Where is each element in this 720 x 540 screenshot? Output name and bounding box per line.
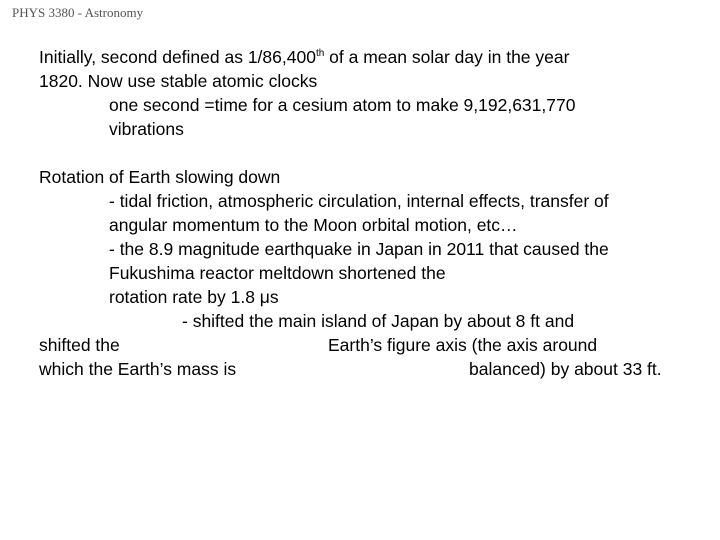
text-line-earthquake: - the 8.9 magnitude earthquake in Japan in 2011 that caused the: [109, 239, 609, 259]
text-span: of a mean solar day in the year: [324, 47, 570, 67]
text-line-earth-mass: which the Earth’s mass is: [39, 359, 237, 379]
superscript-th: th: [315, 48, 325, 59]
text-span: Initially, second defined as 1/86,400: [39, 47, 316, 67]
text-line-balanced: balanced) by about 33 ft.: [469, 359, 662, 379]
text-line-shifted-the: shifted the: [39, 335, 120, 355]
text-line-figure-axis: Earth’s figure axis (the axis around: [328, 335, 598, 355]
text-line-angular-momentum: angular momentum to the Moon orbital motion, etc…: [109, 215, 518, 235]
text-line-shifted-island: - shifted the main island of Japan by about 8 ft and: [182, 311, 575, 331]
course-header: PHYS 3380 - Astronomy: [12, 5, 144, 20]
text-line-fukushima: Fukushima reactor meltdown shortened the: [109, 263, 446, 283]
text-line-atomic-clocks: 1820. Now use stable atomic clocks: [39, 71, 318, 91]
text-line-cesium: one second =time for a cesium atom to make 9,192,631,770: [109, 95, 576, 115]
text-line-rotation-rate: rotation rate by 1.8 μs: [109, 287, 279, 307]
text-line-vibrations: vibrations: [109, 119, 184, 139]
text-line-second-definition: [39, 45, 569, 69]
text-line-rotation-slowing: Rotation of Earth slowing down: [39, 167, 281, 187]
text-line-tidal-friction: - tidal friction, atmospheric circulation, internal effects, transfer of: [109, 191, 609, 211]
